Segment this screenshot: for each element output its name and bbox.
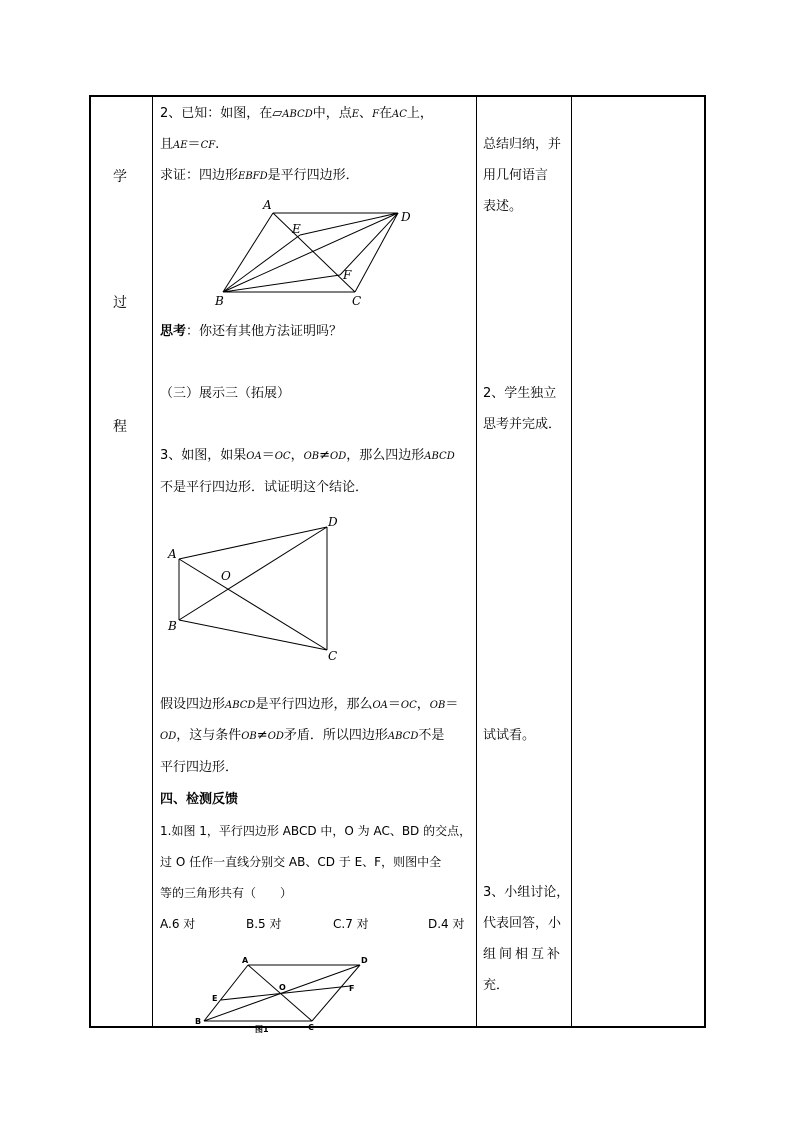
proof-text: 不是 xyxy=(418,728,445,743)
q3-figure xyxy=(160,510,360,670)
proof-eq: ＝ xyxy=(387,697,401,712)
option-c: C.7 对 xyxy=(333,917,369,931)
proof-eq: ＝ xyxy=(445,697,459,712)
q2-point-e: E xyxy=(351,109,360,120)
proof-neq: ≠ xyxy=(256,728,268,743)
q2-label-f: F xyxy=(343,268,352,282)
q3-text: 3、如图，如果 xyxy=(160,448,247,463)
note-1-line-1: 总结归纳，并 xyxy=(483,137,562,152)
think-label: 思考 xyxy=(160,324,187,339)
proof-quad-name: ABCD xyxy=(225,700,256,711)
q3-proof-line-3: 平行四边形． xyxy=(160,760,239,775)
q3-line-2: 不是平行四边形．试证明这个结论． xyxy=(160,480,369,495)
note-2-line-2: 思考并完成． xyxy=(483,417,562,432)
proof-text: 是平行四边形，那么 xyxy=(255,697,373,712)
q2-text: 在 xyxy=(379,106,393,121)
proof-quad-name: ABCD xyxy=(387,731,419,742)
think-line xyxy=(160,324,342,340)
note-2-line-1: 2、学生独立 xyxy=(483,386,557,401)
proof-text: ，这与条件 xyxy=(176,728,242,743)
q3-label-c: C xyxy=(328,649,338,663)
table-top-border xyxy=(89,95,706,97)
q2-segment-cf: CF xyxy=(200,140,216,151)
q3-proof-line-1 xyxy=(160,697,458,714)
q2-label-e: E xyxy=(292,222,301,236)
note-4-line-2: 代表回答，小 xyxy=(483,916,562,931)
q4-line-2: 过 O 任作一直线分别交 AB、CD 于 E、F，则图中全 xyxy=(160,855,442,869)
stage-char-2: 过 xyxy=(113,295,127,311)
note-1-line-2: 用几何语言 xyxy=(483,168,549,183)
note-4-line-4: 充． xyxy=(483,978,510,993)
stage-char-1: 学 xyxy=(113,169,127,185)
q3-neq: ≠ xyxy=(319,448,331,463)
q2-line-1 xyxy=(160,106,433,123)
note-1-line-3: 表述。 xyxy=(483,199,523,214)
q3-proof-line-2 xyxy=(160,728,444,745)
q2-text: 是平行四边形． xyxy=(267,168,359,183)
option-a: A.6 对 xyxy=(160,917,196,931)
q3-text: ，那么四边形 xyxy=(346,448,425,463)
table-right-border xyxy=(704,95,706,1028)
note-3: 试试看。 xyxy=(483,728,536,743)
proof-text: 矛盾．所以四边形 xyxy=(283,728,388,743)
q2-text: . xyxy=(215,137,220,152)
proof-od: OD xyxy=(267,731,284,742)
q2-line-3 xyxy=(160,168,359,185)
parallelogram-symbol: ▱ xyxy=(272,106,283,121)
q2-eq: ＝ xyxy=(187,137,201,152)
q2-label-b: B xyxy=(215,294,224,308)
q2-segment-ac: AC xyxy=(392,109,407,120)
q2-text: 且 xyxy=(160,137,174,152)
q2-text: 求证：四边形 xyxy=(160,168,239,183)
q2-figure xyxy=(200,195,430,310)
q2-point-f: F xyxy=(372,109,380,120)
q2-text: 上， xyxy=(406,106,433,121)
q4-label-b: B xyxy=(195,1017,202,1026)
q4-label-o: O xyxy=(279,983,286,992)
q2-label-c: C xyxy=(352,294,362,308)
think-text: ：你还有其他方法证明吗？ xyxy=(186,324,343,339)
proof-text: 假设四边形 xyxy=(160,697,226,712)
proof-od: OD xyxy=(160,731,177,742)
q4-line-3: 等的三角形共有（ ） xyxy=(160,886,293,900)
q4-label-a: A xyxy=(242,956,249,965)
q3-oc: OC xyxy=(274,451,291,462)
proof-ob: OB xyxy=(429,700,446,711)
option-d: D.4 对 xyxy=(428,917,465,931)
column-divider-1 xyxy=(152,95,153,1028)
note-4-line-3: 组间相互补 xyxy=(483,947,564,962)
option-b: B.5 对 xyxy=(246,917,282,931)
q2-quad-name: ABCD xyxy=(282,109,313,120)
q2-text: 中，点 xyxy=(312,106,352,121)
q4-label-c: C xyxy=(308,1023,314,1032)
q4-figure-caption: 图1 xyxy=(255,1025,269,1034)
proof-oa: OA xyxy=(372,700,388,711)
q3-quad-name: ABCD xyxy=(424,451,455,462)
q2-line-2 xyxy=(160,137,219,154)
note-4-line-1: 3、小组讨论， xyxy=(483,885,570,900)
q2-label-d: D xyxy=(401,210,411,224)
column-divider-3 xyxy=(571,95,572,1028)
q2-text: 、 xyxy=(359,106,373,121)
q2-segment-ae: AE xyxy=(173,140,188,151)
q3-label-o: O xyxy=(221,569,231,583)
stage-char-3: 程 xyxy=(113,419,127,435)
q3-label-d: D xyxy=(328,515,338,529)
table-bottom-border xyxy=(89,1026,706,1028)
q3-od: OD xyxy=(330,451,347,462)
proof-text: ， xyxy=(416,697,430,712)
q3-eq: ＝ xyxy=(261,448,275,463)
q2-label-a: A xyxy=(263,198,272,212)
section-3-title: （三）展示三（拓展） xyxy=(160,386,291,401)
column-divider-2 xyxy=(476,95,477,1028)
q3-oa: OA xyxy=(246,451,262,462)
q3-label-b: B xyxy=(168,619,177,633)
q4-label-f: F xyxy=(349,984,355,993)
q3-line-1 xyxy=(160,448,455,465)
q3-ob: OB xyxy=(303,451,320,462)
q2-text: 2、已知：如图，在 xyxy=(160,106,273,121)
q4-figure xyxy=(190,950,380,1034)
q2-quad-ebfd: EBFD xyxy=(238,171,268,182)
q4-line-1: 1.如图 1，平行四边形 ABCD 中，O 为 AC、BD 的交点， xyxy=(160,824,472,838)
q3-label-a: A xyxy=(168,547,177,561)
section-4-title: 四、检测反馈 xyxy=(160,792,239,807)
proof-oc: OC xyxy=(400,700,417,711)
q4-label-d: D xyxy=(361,956,368,965)
proof-ob: OB xyxy=(241,731,257,742)
q3-text: ， xyxy=(290,448,304,463)
table-left-border xyxy=(89,95,91,1028)
q4-label-e: E xyxy=(212,994,218,1003)
